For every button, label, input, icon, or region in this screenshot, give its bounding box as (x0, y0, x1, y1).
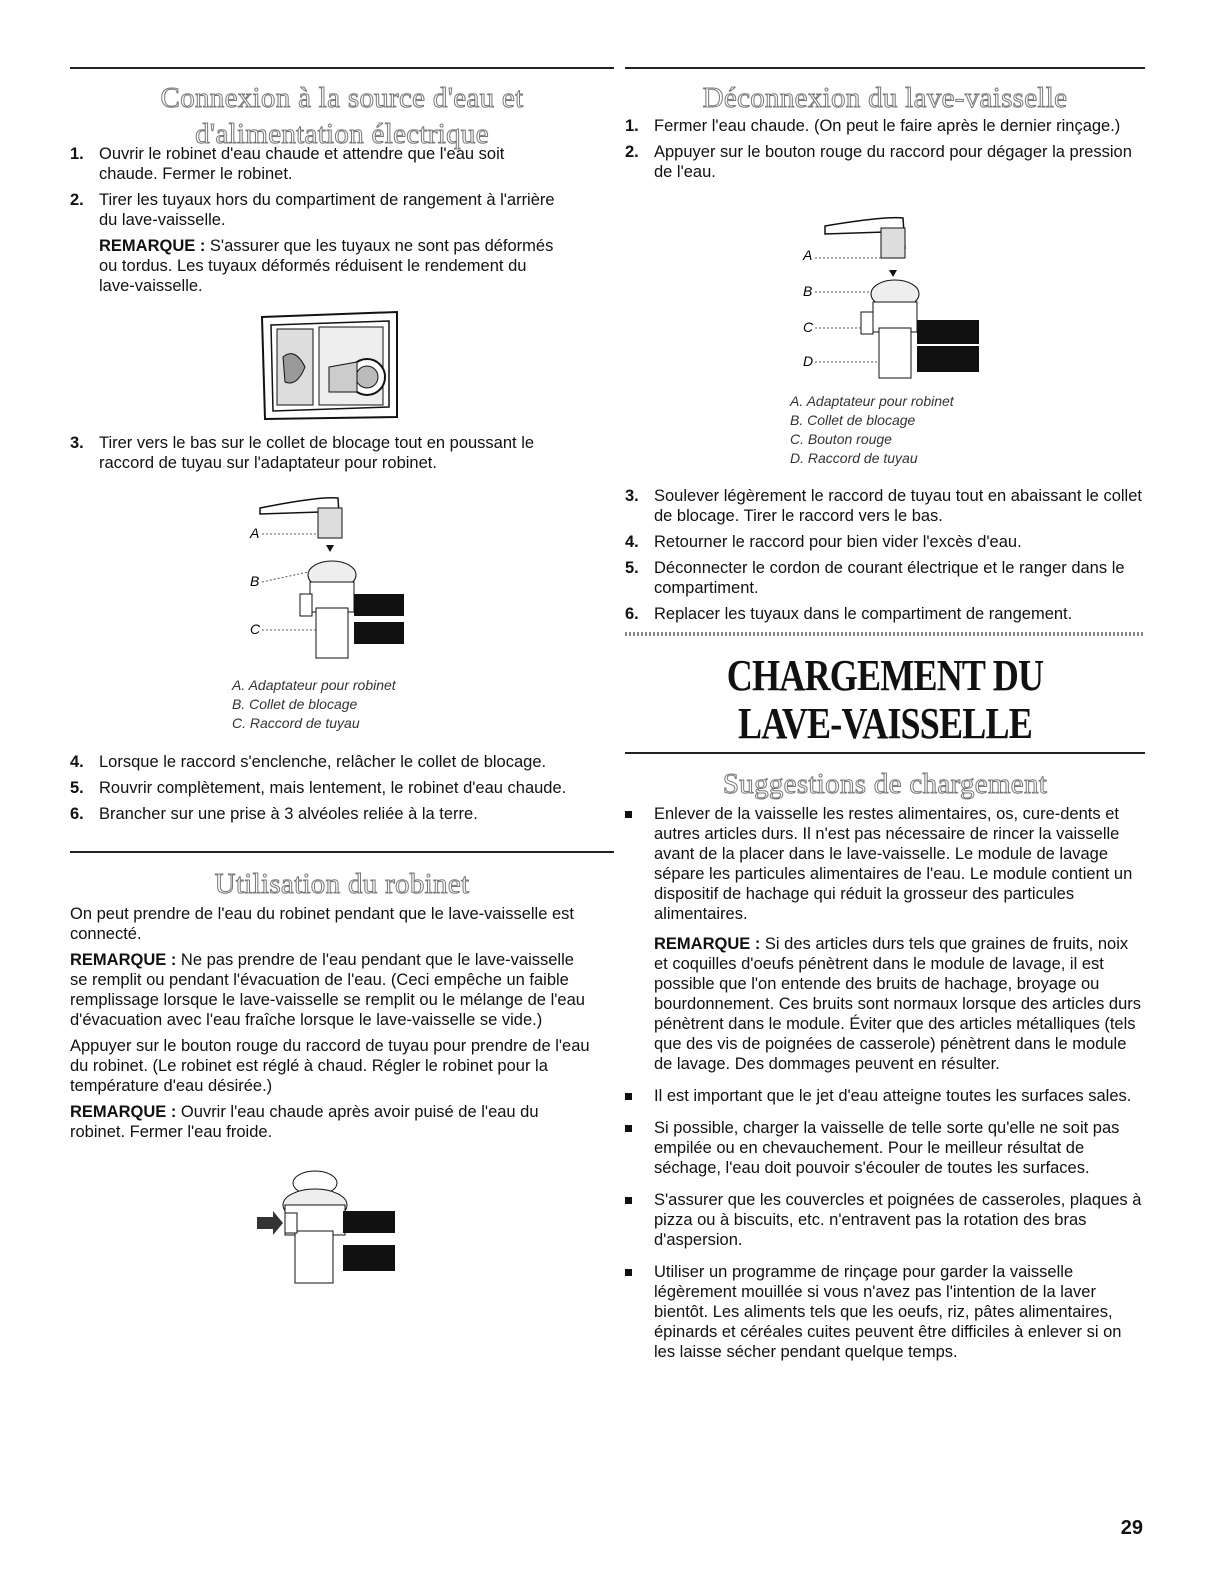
connexion-steps (70, 144, 560, 296)
section-rule-right (625, 752, 1145, 754)
list-item: S'assurer que les couvercles et poignées de casseroles, plaques à pizza ou à biscuits, etc. n'entravent pas la rotation des bras d'aspersion. (625, 1190, 1145, 1250)
step-item: 3. Tirer vers le bas sur le collet de blocage tout en poussant le raccord de tuyau sur l'adaptateur pour robinet. (70, 434, 535, 472)
bullet-square-icon (625, 1197, 632, 1204)
section-title-connexion (70, 80, 614, 152)
deconnexion-steps-cont (625, 486, 1145, 624)
fig-label-c: C (250, 621, 261, 637)
figure-caption-right: A. Adaptateur pour robinet B. Collet de blocage C. Bouton rouge D. Raccord de tuyau (790, 393, 954, 466)
bullet-square-icon (625, 1125, 632, 1132)
top-rule-left (70, 67, 614, 69)
section-title-robinet: Utilisation du robinet (214, 868, 470, 900)
step-item: 1. Fermer l'eau chaude. (On peut le faire après le dernier rinçage.) (625, 117, 1121, 135)
deconnexion-steps (625, 116, 1135, 182)
red-button-illustration (255, 1165, 405, 1290)
step-item: 4. Retourner le raccord pour bien vider l'excès d'eau. (625, 533, 1022, 551)
connexion-step3 (70, 433, 580, 473)
fig-label-a: A (250, 525, 260, 541)
step-item: 4. Lorsque le raccord s'enclenche, relâcher le collet de blocage. (70, 753, 547, 771)
section-title-line2: d'alimentation électrique (195, 118, 489, 150)
step-item: 6. Replacer les tuyaux dans le compartiment de rangement. (625, 605, 1073, 623)
step-item: 2. Tirer les tuyaux hors du compartiment de rangement à l'arrière du lave-vaisselle. REMARQUE : S'assurer que les tuyaux ne sont pas déformés ou tordus. Les tuyaux déformés réduisent le rendement du lave-vaisselle. (70, 190, 560, 296)
figure-caption-left: A. Adaptateur pour robinet B. Collet de blocage C. Raccord de tuyau (232, 677, 396, 731)
note: REMARQUE : S'assurer que les tuyaux ne sont pas déformés ou tordus. Les tuyaux déformés réduisent le rendement du lave-vaisselle. (99, 237, 554, 295)
robinet-note1: REMARQUE : Ne pas prendre de l'eau pendant que le lave-vaisselle se remplit ou pendant l'évacuation de l'eau. (Ceci empêche un faible remplissage lorsque le lave-vaisselle se remplit ou le mélange de l'eau d'évacuation avec l'eau fraîche lorsque le lave-vaisselle se vide.) (70, 951, 585, 1029)
list-item: Il est important que le jet d'eau atteigne toutes les surfaces sales. (625, 1086, 1145, 1106)
step-item: 3. Soulever légèrement le raccord de tuyau tout en abaissant le collet de blocage. Tirer le raccord vers le bas. (625, 487, 1142, 525)
section-rule-left (70, 851, 614, 853)
fig-label-d: D (803, 353, 814, 369)
robinet-note2: REMARQUE : Ouvrir l'eau chaude après avoir puisé de l'eau du robinet. Fermer l'eau froide. (70, 1103, 539, 1141)
robinet-instructions: Appuyer sur le bouton rouge du raccord de tuyau pour prendre de l'eau du robinet. (Le robinet est réglé à chaud. Régler le robinet pour la température d'eau désirée.) (70, 1037, 590, 1095)
robinet-intro: On peut prendre de l'eau du robinet pendant que le lave-vaisselle est connecté. (70, 905, 574, 943)
top-rule-right (625, 67, 1145, 69)
step-item: 5. Rouvrir complètement, mais lentement, le robinet d'eau chaude. (70, 779, 567, 797)
chapter-heading-line2: LAVE-VAISSELLE (737, 699, 1033, 748)
faucet-adapter-illustration (240, 490, 420, 665)
step-item: 5. Déconnecter le cordon de courant électrique et le ranger dans le compartiment. (625, 559, 1125, 597)
suggestions-list (625, 804, 1145, 1362)
list-item: Utiliser un programme de rinçage pour garder la vaisselle légèrement mouillée si vous n'avez pas l'intention de la laver bientôt. Les aliments tels que les oeufs, riz, pâtes alimentaires, épinards et céréales cuites peuvent être difficiles à enlever si on les laisse sécher pendant quelque temps. (625, 1262, 1145, 1362)
note: REMARQUE : Si des articles durs tels que graines de fruits, noix et coquilles d'oeufs pénètrent dans le module de lavage, il est possible que l'on entende des bruits de hachage, broyage ou bourdonnement. Ces bruits sont normaux lorsque des articles durs pénètrent dans le module. Éviter que des articles métalliques (tels que des vis de poignées de casserole) pénètrent dans le module de lavage. Des dommages peuvent en résulter. (654, 935, 1141, 1073)
bullet-square-icon (625, 811, 632, 818)
page-number: 29 (1120, 1517, 1143, 1539)
dotted-divider (625, 632, 1145, 636)
bullet-square-icon (625, 1269, 632, 1276)
fig-label-a: A (803, 247, 813, 263)
chapter-heading-line1: CHARGEMENT DU (726, 651, 1044, 700)
fig-label-b: B (250, 573, 260, 589)
fig-label-c: C (803, 319, 814, 335)
connexion-steps-cont (70, 752, 590, 824)
section-title-line1: Connexion à la source d'eau et (160, 82, 524, 114)
fig-label-b: B (803, 283, 813, 299)
bullet-square-icon (625, 1093, 632, 1100)
hose-compartment-illustration (257, 307, 402, 425)
step-item: 2. Appuyer sur le bouton rouge du raccord pour dégager la pression de l'eau. (625, 143, 1132, 181)
list-item: Si possible, charger la vaisselle de telle sorte qu'elle ne soit pas empilée ou en chevauchement. Pour le meilleur résultat de séchage, l'eau doit pouvoir s'écouler de toutes les surfaces. (625, 1118, 1145, 1178)
list-item: Enlever de la vaisselle les restes alimentaires, os, cure-dents et autres articles durs. Il n'est pas nécessaire de rincer la vaisselle avant de la placer dans le lave-vaisselle. Le module de lavage sépare les particules alimentaires de l'eau. Le module contient un dispositif de hachage qui réduit la grosseur des particules alimentaires. REMARQUE : Si des articles durs tels que graines de fruits, noix et coquilles d'oeufs pénètrent dans le module de lavage, il est possible que l'on entende des bruits de hachage, broyage ou bourdonnement. Ces bruits sont normaux lorsque des articles durs pénètrent dans le module. Éviter que des articles métalliques (tels que des vis de poignées de casserole) pénètrent dans le module de lavage. Des dommages peuvent en résulter. (625, 804, 1145, 1074)
step-item: 1. Ouvrir le robinet d'eau chaude et attendre que l'eau soit chaude. Fermer le robinet. (70, 145, 505, 183)
step-item: 6. Brancher sur une prise à 3 alvéoles reliée à la terre. (70, 805, 478, 823)
section-title-suggestions: Suggestions de chargement (722, 768, 1048, 800)
disconnect-illustration (795, 212, 995, 387)
section-title-deconnexion: Déconnexion du lave-vaisselle (702, 82, 1068, 114)
